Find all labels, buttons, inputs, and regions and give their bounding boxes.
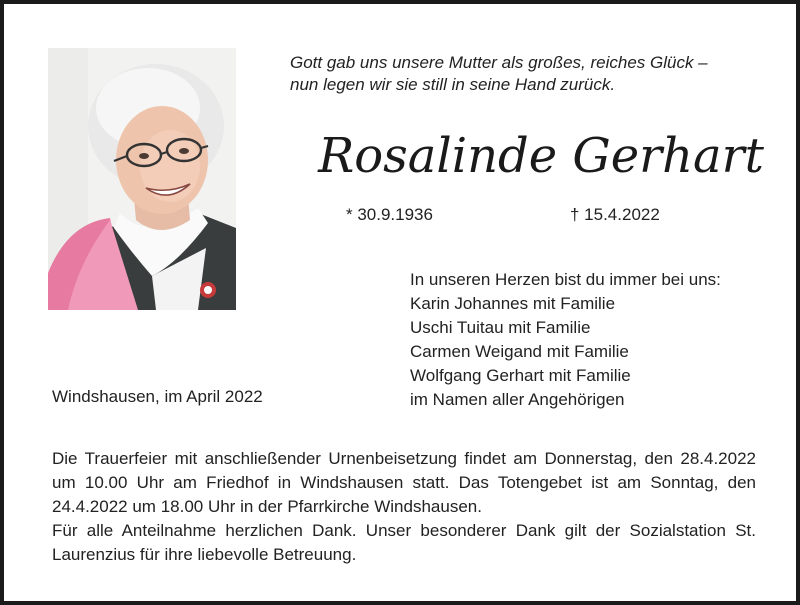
quote-line-1: Gott gab uns unsere Mutter als großes, reiches Glück – [290, 53, 708, 72]
mourner-item: Uschi Tuitau mit Familie [410, 318, 591, 337]
place-date: Windshausen, im April 2022 [52, 387, 263, 406]
thanks-paragraph: Für alle Anteilnahme herzlichen Dank. Unser besonderer Dank gilt der Sozialstation St. Laurenzius für ihre liebevolle Betreuung. [52, 521, 756, 564]
mourners-intro: In unseren Herzen bist du immer bei uns: [410, 270, 721, 289]
quote-line-2: nun legen wir sie still in seine Hand zurück. [290, 75, 616, 94]
ceremony-paragraph: Die Trauerfeier mit anschließender Urnenbeisetzung findet am Donnerstag, den 28.4.2022 um 10.00 Uhr am Friedhof in Windshausen statt. Das Totengebet ist am Sonntag, den 24.4.2022 um 18.00 Uhr in der Pfarrkirche Windshausen. [52, 449, 756, 516]
memorial-quote [290, 52, 770, 96]
birth-date: * 30.9.1936 [346, 205, 433, 224]
deceased-name-text: Rosalinde Gerhart [318, 128, 764, 184]
mourners-list [410, 268, 790, 412]
mourners-closing: im Namen aller Angehörigen [410, 390, 625, 409]
death-date: † 15.4.2022 [570, 205, 660, 224]
ceremony-notice [52, 447, 756, 567]
portrait-photo [48, 48, 236, 310]
mourner-item: Wolfgang Gerhart mit Familie [410, 366, 631, 385]
deceased-name [306, 114, 776, 198]
mourner-item: Carmen Weigand mit Familie [410, 342, 629, 361]
mourner-item: Karin Johannes mit Familie [410, 294, 616, 313]
